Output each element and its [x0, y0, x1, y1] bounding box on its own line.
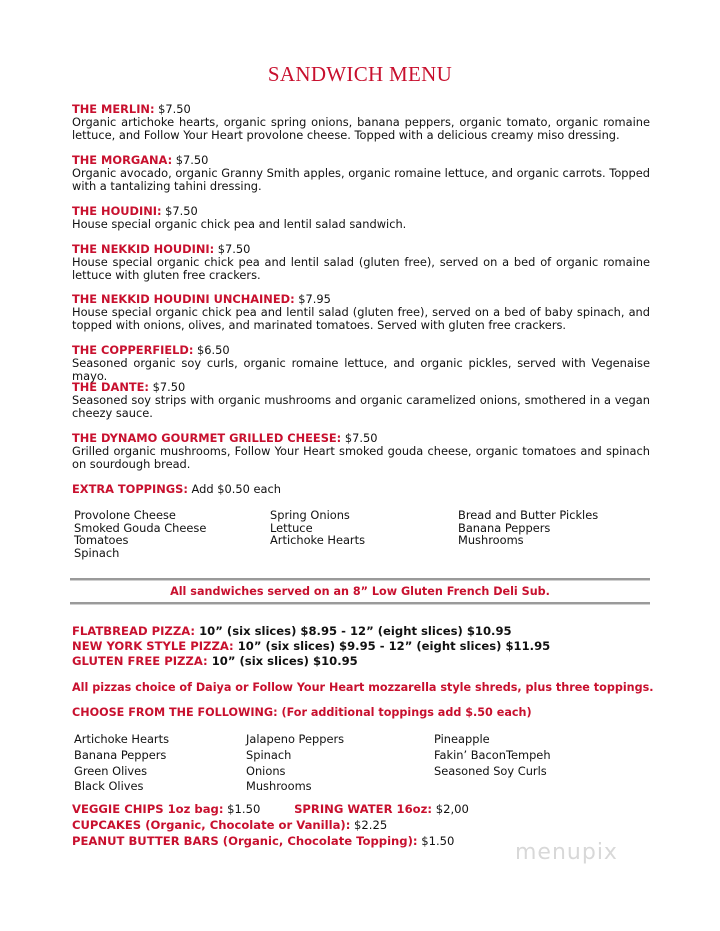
item-price: $7.50 — [158, 102, 191, 116]
item-name: SPRING WATER 16oz: — [294, 802, 433, 816]
toppings-column — [270, 509, 365, 547]
extra-toppings-price: Add $0.50 each — [191, 482, 281, 496]
pizza-gluten-free — [72, 654, 358, 668]
item-price: $7.50 — [344, 431, 378, 445]
item-description: Grilled organic mushrooms, Follow Your Heart smoked gouda cheese, organic tomatoes and spinach on sourdough bread. — [72, 444, 650, 471]
extras-row-chips-water — [72, 802, 469, 816]
item-name: THE COPPERFIELD: — [72, 343, 194, 357]
item-price: $1.50 — [421, 834, 455, 848]
item-name: THE DANTE: — [72, 380, 149, 394]
list-item: Artichoke Hearts — [74, 732, 170, 746]
toppings-column — [434, 732, 551, 779]
divider — [70, 602, 650, 605]
toppings-column — [74, 732, 169, 795]
item-description: House special organic chick pea and lentil salad (gluten free), served on a bed of organic romaine lettuce with gluten free crackers. — [72, 255, 650, 282]
item-description: Organic artichoke hearts, organic spring onions, banana peppers, organic tomato, organic romaine lettuce, and Follow Your Heart provolone cheese. Topped with a delicious creamy miso dressing. — [72, 115, 650, 142]
item-price: $1.50 — [227, 802, 261, 816]
page-title: SANDWICH MENU — [267, 62, 453, 86]
choose-toppings-label: CHOOSE FROM THE FOLLOWING: (For additional toppings add $.50 each) — [72, 706, 532, 719]
extra-toppings-label: EXTRA TOPPINGS: — [72, 482, 188, 496]
watermark: menupix — [515, 840, 618, 865]
item-name: NEW YORK STYLE PIZZA: — [72, 639, 234, 653]
list-item: Green Olives — [74, 763, 148, 778]
item-description: House special organic chick pea and lentil salad (gluten free), served on a bed of baby spinach, and topped with onions, olives, and marinated tomatoes. Served with gluten free crackers. — [72, 305, 650, 332]
item-name: THE DYNAMO GOURMET GRILLED CHEESE: — [72, 431, 342, 445]
item-description: Seasoned organic soy curls, organic romaine lettuce, and organic pickles, served with Vegenaise mayo. — [72, 356, 650, 383]
menu-item-copperfield — [72, 344, 650, 382]
item-price: $2,00 — [435, 802, 469, 816]
item-price: $7.50 — [165, 204, 198, 218]
menu-item-houdini — [72, 205, 650, 231]
pizza-flatbread — [72, 624, 512, 638]
item-name: THE NEKKID HOUDINI UNCHAINED: — [72, 292, 295, 306]
item-name: FLATBREAD PIZZA: — [72, 624, 196, 638]
list-item: Black Olives — [74, 779, 144, 794]
item-price: $7.50 — [152, 380, 186, 394]
list-item: Banana Peppers — [74, 747, 167, 762]
toppings-column — [458, 509, 598, 547]
list-item: Provolone Cheese — [74, 508, 176, 522]
menu-item-dante — [72, 381, 650, 419]
list-item: Mushrooms — [458, 533, 524, 548]
list-item: Artichoke Hearts — [270, 533, 366, 548]
item-price: 10” (six slices) $10.95 — [211, 654, 358, 668]
item-description: House special organic chick pea and lentil salad sandwich. — [72, 217, 407, 231]
list-item: Jalapeno Peppers — [246, 732, 345, 746]
item-price: 10” (six slices) $9.95 - 12” (eight slices) $11.95 — [237, 639, 551, 653]
item-price: $7.95 — [298, 292, 331, 306]
item-name: THE HOUDINI: — [72, 204, 162, 218]
item-description: Organic avocado, organic Granny Smith apples, organic romaine lettuce, and organic carrots. Topped with a tantalizing tahini dressing. — [72, 166, 650, 193]
item-name: PEANUT BUTTER BARS (Organic, Chocolate Topping): — [72, 834, 418, 848]
menu-item-nekkid-houdini-unchained — [72, 293, 650, 331]
item-name: THE MORGANA: — [72, 153, 173, 167]
list-item: Mushrooms — [246, 779, 312, 794]
item-name: CUPCAKES (Organic, Chocolate or Vanilla): — [72, 818, 351, 832]
menu-item-merlin — [72, 103, 650, 141]
divider — [70, 578, 650, 581]
menu-item-dynamo-grilled-cheese — [72, 432, 650, 470]
list-item: Lettuce — [270, 520, 313, 535]
item-price: $7.50 — [175, 153, 209, 167]
list-item: Onions — [246, 763, 286, 778]
list-item: Banana Peppers — [458, 520, 551, 535]
item-price: $7.50 — [217, 242, 251, 256]
extras-row-cupcakes — [72, 818, 387, 832]
list-item: Seasoned Soy Curls — [434, 763, 547, 778]
list-item: Fakin’ BaconTempeh — [434, 747, 551, 762]
item-name: VEGGIE CHIPS 1oz bag: — [72, 802, 224, 816]
list-item: Bread and Butter Pickles — [458, 508, 599, 522]
list-item: Spinach — [74, 545, 120, 560]
extras-row-peanut-butter-bars — [72, 834, 454, 848]
list-item: Spring Onions — [270, 508, 350, 522]
item-name: THE NEKKID HOUDINI: — [72, 242, 215, 256]
menu-item-nekkid-houdini — [72, 243, 650, 281]
item-price: 10” (six slices) $8.95 - 12” (eight slices) $10.95 — [199, 624, 512, 638]
pizza-note: All pizzas choice of Daiya or Follow Your Heart mozzarella style shreds, plus three toppings. — [72, 681, 654, 694]
sub-bread-notice: All sandwiches served on an 8” Low Gluten French Deli Sub. — [170, 585, 550, 598]
item-description: Seasoned soy strips with organic mushrooms and organic caramelized onions, smothered in a vegan cheezy sauce. — [72, 393, 650, 420]
toppings-column — [246, 732, 344, 795]
list-item: Tomatoes — [74, 533, 129, 548]
item-price: $6.50 — [197, 343, 230, 357]
item-name: THE MERLIN: — [72, 102, 155, 116]
item-name: GLUTEN FREE PIZZA: — [72, 654, 208, 668]
list-item: Smoked Gouda Cheese — [74, 520, 207, 535]
menu-item-morgana — [72, 154, 650, 192]
list-item: Pineapple — [434, 732, 490, 746]
extra-toppings-header — [72, 483, 650, 496]
item-price: $2.25 — [354, 818, 388, 832]
pizza-new-york — [72, 639, 550, 653]
list-item: Spinach — [246, 747, 292, 762]
toppings-column — [74, 509, 206, 559]
